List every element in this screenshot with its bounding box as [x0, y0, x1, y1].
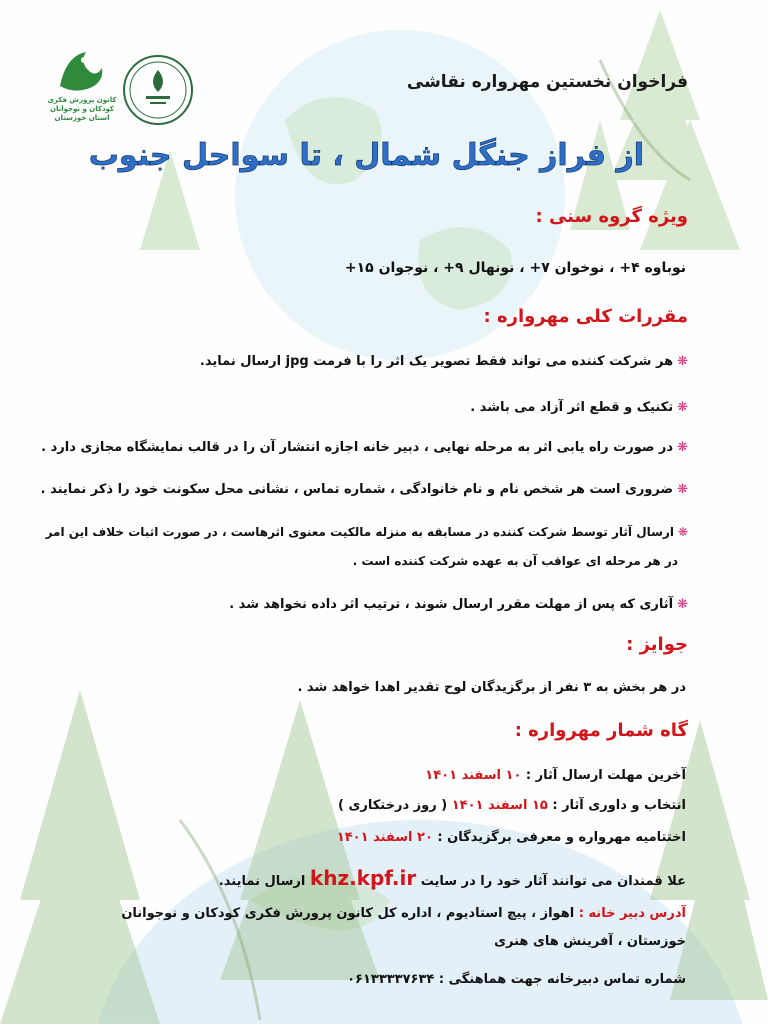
rule-item: ❋ارسال آثار توسط شرکت کننده در مسابقه به منزله مالکیت معنوی اثرهاست ، در صورت اثبات خلاف این امر [45, 525, 688, 539]
calendar-row: آخرین مهلت ارسال آثار : ۱۰ اسفند ۱۴۰۱ [425, 768, 686, 783]
bullet-icon: ❋ [677, 482, 688, 497]
headline: از فراز جنگل شمال ، تا سواحل جنوب [88, 138, 644, 173]
calendar-date: ۱۰ اسفند ۱۴۰۱ [425, 768, 522, 783]
prizes-text: در هر بخش به ۳ نفر از برگزیدگان لوح تقدیر اهدا خواهد شد . [297, 680, 686, 695]
prizes-heading: جوایز : [626, 634, 688, 655]
rule-item: ❋در صورت راه یابی اثر به مرحله نهایی ، دبیر خانه اجازه انتشار آن را در قالب نمایشگاه مجازی دارد . [41, 440, 688, 455]
rule-item: ❋ضروری است هر شخص نام و نام خانوادگی ، شماره تماس ، نشانی محل سکونت خود را ذکر نمایند . [40, 482, 688, 497]
rule-item: ❋هر شرکت کننده می تواند فقط تصویر یک اثر را با فرمت jpg ارسال نماید. [199, 354, 688, 369]
rule-item: ❋تکنیک و قطع اثر آزاد می باشد . [470, 400, 688, 415]
age-group-heading: ویژه گروه سنی : [535, 206, 688, 227]
calendar-date: ۲۰ اسفند ۱۴۰۱ [336, 830, 433, 845]
address-line: خوزستان ، آفرینش های هنری [494, 934, 686, 949]
bullet-icon: ❋ [677, 354, 688, 369]
presidency-logo [120, 52, 196, 128]
calendar-row: اختتامیه مهرواره و معرفی برگزیدگان : ۲۰ اسفند ۱۴۰۱ [336, 830, 686, 845]
address-line: آدرس دبیر خانه : اهواز ، پیچ استادیوم ، اداره کل کانون پرورش فکری کودکان و نوجوانان [121, 906, 686, 921]
rule-continuation: در هر مرحله ای عواقب آن به عهده شرکت کننده است . [352, 554, 678, 568]
kanoon-logo-caption: کانون پرورش فکری کودکان و نوجوانان استان خوزستان [47, 96, 117, 122]
contact-phone: شماره تماس دبیرخانه جهت هماهنگی : ۰۶۱۳۳۳۳۷۶۳۴ [347, 972, 686, 987]
rules-heading: مقررات کلی مهرواره : [483, 306, 688, 327]
submission-text: علا قمندان می توانند آثار خود را در سایت khz.kpf.ir ارسال نمایند. [218, 866, 686, 890]
address-label: آدرس دبیر خانه : [574, 906, 686, 921]
calendar-heading: گاه شمار مهرواره : [514, 720, 688, 741]
bullet-icon: ❋ [677, 597, 688, 612]
calendar-date: ۱۵ اسفند ۱۴۰۱ [451, 798, 548, 813]
website-link[interactable]: khz.kpf.ir [309, 866, 417, 890]
bullet-icon: ❋ [677, 400, 688, 415]
bullet-icon: ❋ [677, 440, 688, 455]
page-title: فراخوان نخستین مهرواره نقاشی [406, 72, 688, 92]
age-group-text: نوباوه ۴+ ، نوخوان ۷+ ، نونهال ۹+ ، نوجوان ۱۵+ [344, 260, 686, 276]
bullet-icon: ❋ [677, 525, 688, 539]
rule-item: ❋آثاری که پس از مهلت مقرر ارسال شوند ، ترتیب اثر داده نخواهد شد . [229, 597, 688, 612]
kanoon-logo [52, 46, 108, 94]
calendar-row: انتخاب و داوری آثار : ۱۵ اسفند ۱۴۰۱ ( روز درختکاری ) [338, 798, 686, 813]
